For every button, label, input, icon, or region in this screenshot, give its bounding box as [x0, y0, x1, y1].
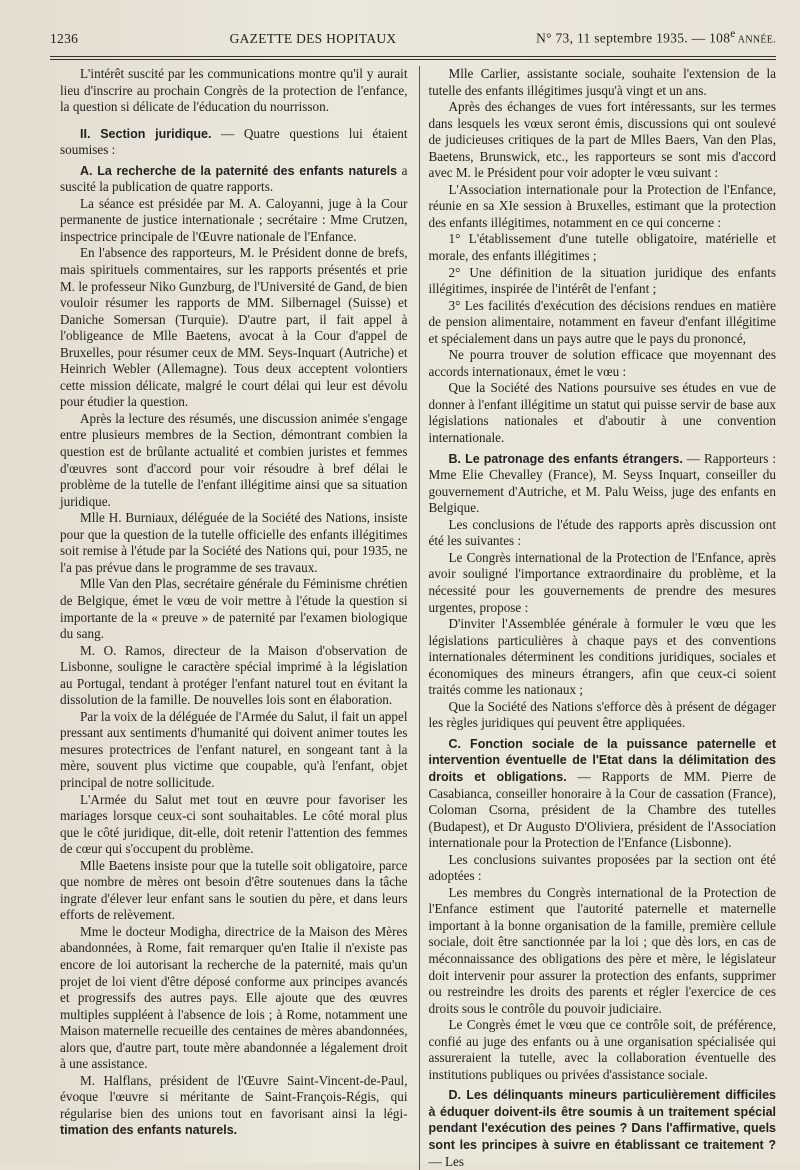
- paragraph: L'Association internationale pour la Protection de l'Enfance, réunie en sa XIe session à Bruxelles, estimant que la protection des enfants illégitimes, notamment en ce qui concerne :: [428, 181, 776, 230]
- paragraph: [60, 1073, 408, 1139]
- bold-text: timation des enfants naturels.: [60, 1123, 238, 1138]
- journal-title: GAZETTE DES HOPITAUX: [229, 30, 397, 46]
- paragraph: Mlle Van den Plas, secrétaire générale du Féminisme chrétien de Belgique, émet le vœu de voir mettre à l'étude la question si importante de la « preuve » de paternité par l'examen biologique du sang.: [60, 576, 408, 642]
- subsection-heading: C. Fonction sociale de la puissance paternelle et intervention éventuelle de l'Etat dans la délimitation des droits et obligations.: [428, 736, 776, 784]
- paragraph: Les membres du Congrès international de la Protection de l'Enfance estiment que l'autorité paternelle et maternelle important à la bonne organisation de la famille, première cellule sociale, doit être sanctionnée par la loi ; que dès lors, en cas de méconnaissance des obligations des père et mère, le législateur doit intervenir pour assurer la protection des enfants, supprimer ou restreindre les droits des parents et régler l'exercice de ces droits sous le contrôle du pouvoir judiciaire.: [428, 884, 776, 1016]
- paragraph: Que la Société des Nations s'efforce dès à présent de dégager les règles juridiques qui peuvent être appliquées.: [428, 698, 776, 731]
- paragraph: Le Congrès émet le vœu que ce contrôle soit, de préférence, confié au juge des enfants ou à une organisation spécialisée qui assureraient la tutelle, avec la collaboration éventuelle des institutions publiques ou privées d'assistance sociale.: [428, 1017, 776, 1082]
- paragraph-text: M. Halflans, président de l'Œuvre Saint-Vincent-de-Paul, évoque l'œuvre si méritante de Saint-François-Régis, qui régularise bien des unions tout en favorisant ainsi la légi-: [60, 1072, 408, 1121]
- issue-info: [536, 28, 776, 47]
- subsection-heading: B. Le patronage des enfants étrangers.: [448, 451, 683, 466]
- subsection-heading: A. La recherche de la paternité des enfants naturels: [80, 163, 398, 178]
- paragraph: L'Armée du Salut met tout en œuvre pour favoriser les mariages lorsque ceux-ci sont souhaitables. Le côté moral plus que le côté juridique, dit-elle, doit retenir l'attention des femmes de cœur qui s'occupent du problème.: [60, 791, 408, 857]
- paragraph-text: — Les: [428, 1153, 465, 1169]
- paragraph: 2° Une définition de la situation juridique des enfants illégitimes, inspirée de l'intérêt de l'enfant ;: [428, 264, 776, 297]
- paragraph-text: — Rapports de MM. Pierre de Casabianca, conseiller honoraire à la Cour de cassation (France), Coloman Csorna, président de la Chambre des tutelles (Budapest), et Dr Augusto D'Oliviera, président de l'Association internationale pour la Protection de l'Enfance (Lisbonne).: [428, 768, 776, 851]
- column-divider: [419, 66, 420, 1170]
- paragraph-text: — Rapporteurs : Mme Elie Chevalley (France), M. Seyss Inquart, conseiller du gouvernement d'Autriche, et M. Palu Weiss, juge des enfants en Belgique.: [428, 450, 776, 516]
- paragraph: L'intérêt suscité par les communications montre qu'il y aurait lieu d'inscrire au prochain Congrès de la protection de l'enfance, la question si délicate de l'éducation du nourrisson.: [60, 66, 408, 115]
- paragraph: 1° L'établissement d'une tutelle obligatoire, matérielle et morale, des enfants illégitimes ;: [428, 231, 776, 264]
- paragraph: Que la Société des Nations poursuive ses études en vue de donner à l'enfant illégitime un statut qui puisse servir de base aux législations nationales et d'aboutir à une convention internationale.: [428, 380, 776, 446]
- paragraph: Le Congrès international de la Protection de l'Enfance, après avoir souligné l'importance extraordinaire du problème, et la nécessité pour les gouvernements de prendre des mesures urgentes, propose :: [428, 549, 776, 615]
- header-rule: [50, 56, 776, 60]
- issue-ordinal: e: [730, 28, 736, 40]
- left-column: [60, 66, 408, 1170]
- issue-suffix: ANNÉE.: [735, 34, 776, 46]
- paragraph: Mme le docteur Modigha, directrice de la Maison des Mères abandonnées, à Rome, fait remarquer qu'en Italie il n'existe pas encore de loi autorisant la recherche de la paternité, mais qu'un projet de loi vient d'être déposé conforme aux principes avancés et progressifs des autres pays. Elle ajoute que des œuvres multiples suppléent à l'absence de lois ; à Rome, notamment une Maison maternelle recueille des centaines de mères abandonnées, alors que, d'autre part, toute mère abandonnée a légalement droit à une assistance.: [60, 923, 408, 1072]
- paragraph: Les conclusions suivantes proposées par la section ont été adoptées :: [428, 851, 776, 884]
- paragraph: Ne pourra trouver de solution efficace que moyennant des accords internationaux, émet le vœu :: [428, 347, 776, 379]
- page-number: 1236: [50, 30, 79, 46]
- paragraph: En l'absence des rapporteurs, M. le Président donne de brefs, mais spirituels commentaires, sur les rapports présentés et prie M. le professeur Niko Gunzburg, de l'Université de Gand, de bien vouloir résumer les rapports de MM. Silbernagel (Suisse) et Daniche Somersan (Turquie). D'autre part, il fait appel à l'obligeance de Mlle Baetens, avocat à la Cour d'appel de Bruxelles, pour résumer ceux de MM. Seys-Inquart (Autriche) et Heinrich Webler (Allemagne). Tous deux acceptent volontiers cette mission délicate, malgré le court délai qui leur est dévolu pour étudier la question.: [60, 245, 408, 410]
- paragraph: M. O. Ramos, directeur de la Maison d'observation de Lisbonne, souligne le caractère spécial imprimé à la législation au Portugal, tendant à protéger l'enfant naturel tout en évitant la dissolution de la famille. De nouvelles lois sont en élaboration.: [60, 642, 408, 708]
- paragraph: [428, 736, 776, 852]
- right-column: [428, 66, 776, 1170]
- section-heading: II. Section juridique.: [80, 126, 212, 141]
- paragraph: [428, 1087, 776, 1170]
- text-columns: [50, 66, 776, 1170]
- issue-text: N° 73, 11 septembre 1935. — 108: [536, 30, 731, 46]
- paragraph: Après des échanges de vues fort intéressants, sur les termes dans lesquels les vœux seront émis, discussions qui ont soulevé de judicieuses critiques de la part de Mlles Baers, Van den Plas, Baetens, Brunswick, etc., les rapporteurs se sont mis d'accord avec M. le Président pour voir adopter le vœu suivant :: [428, 99, 776, 181]
- paragraph: Mlle H. Burniaux, déléguée de la Société des Nations, insiste pour que la question de la tutelle officielle des enfants illégitimes soit remise à l'étude par la Société des Nations qui, pour 1935, ne l'a pas prévue dans le programme de ses travaux.: [60, 510, 408, 575]
- paragraph: [60, 163, 408, 196]
- paragraph: [60, 126, 408, 159]
- page-header: [50, 28, 776, 48]
- paragraph: Par la voix de la déléguée de l'Armée du Salut, il fait un appel pressant aux sentiments d'humanité qui doivent animer toutes les mesures protectrices de l'enfant naturel, en songeant tant à la mère, souvent plus victime que coupable, qu'à l'enfant, objet principal de notre sollicitude.: [60, 708, 408, 790]
- paragraph: D'inviter l'Assemblée générale à formuler le vœu que les législations particulières à chaque pays et des conventions internationales déterminent les conditions juridiques, sociales et économiques des mineurs étrangers, afin que ceux-ci soient traités comme les nationaux ;: [428, 616, 776, 698]
- paragraph: Après la lecture des résumés, une discussion animée s'engage entre plusieurs membres de la Section, démontrant combien la question est de brûlante actualité et combien juristes et femmes d'œuvres sont d'accord pour voir résoudre à bref délai le problème de la tutelle de l'enfant illégitime ainsi que sa situation juridique.: [60, 410, 408, 509]
- paragraph: 3° Les facilités d'exécution des décisions rendues en matière de pension alimentaire, notamment en faveur d'enfant illégitime et spécialement dans un pays autre que le pays du prononcé,: [428, 297, 776, 346]
- paragraph: [428, 451, 776, 517]
- paragraph: La séance est présidée par M. A. Caloyanni, juge à la Cour permanente de justice internationale ; secrétaire : Mme Crutzen, inspectrice principale de l'Œuvre nationale de l'Enfance.: [60, 195, 408, 244]
- subsection-heading: D. Les délinquants mineurs particulièrement difficiles à éduquer doivent-ils être soumis à un traitement spécial pendant l'exécution des peines ? Dans l'affirmative, quels sont les principes à suivre en établissant ce traitement ?: [428, 1088, 776, 1152]
- paragraph-text: — Quatre questions lui étaient soumises :: [60, 125, 408, 158]
- paragraph: Mlle Carlier, assistante sociale, souhaite l'extension de la tutelle des enfants illégitimes jusqu'à vingt et un ans.: [428, 66, 776, 98]
- paragraph: Mlle Baetens insiste pour que la tutelle soit obligatoire, parce que nombre de mères ont besoin d'être soutenues dans la tâche ingrate d'élever leur enfant sans le soutien du père, et dans leurs efforts de relèvement.: [60, 857, 408, 923]
- paragraph: Les conclusions de l'étude des rapports après discussion ont été les suivantes :: [428, 516, 776, 549]
- paragraph-text: a suscité la publication de quatre rapports.: [60, 162, 408, 195]
